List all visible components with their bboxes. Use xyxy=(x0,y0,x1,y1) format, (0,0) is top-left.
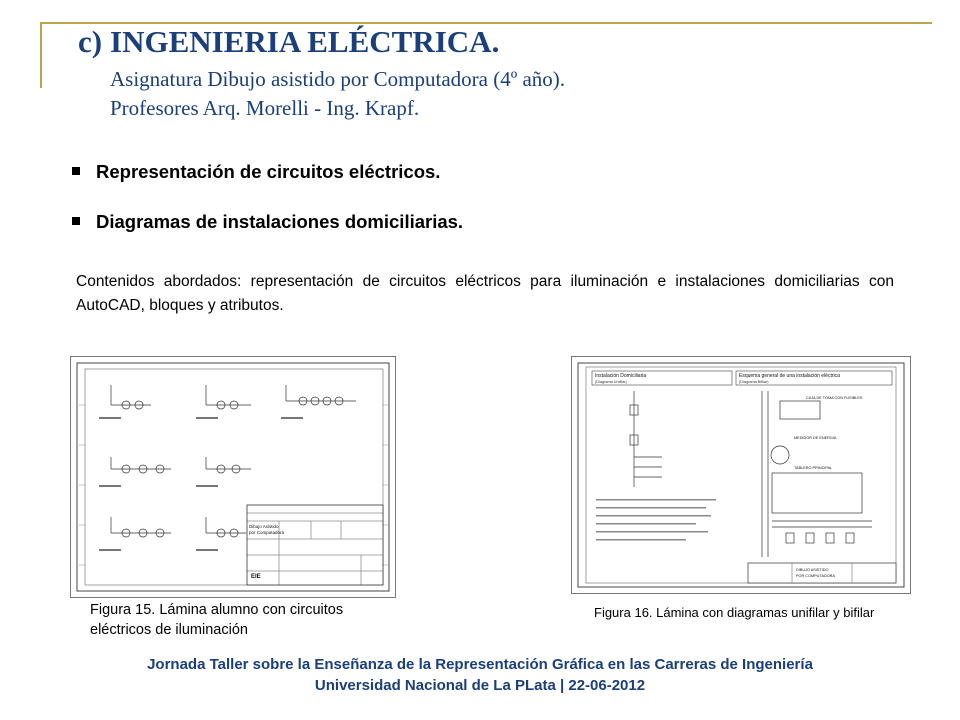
bullet-text: Representación de circuitos eléctricos. xyxy=(96,161,441,182)
sheet-label-line1: Dibujo Asistido xyxy=(249,524,279,529)
circuit-drawing-illustration xyxy=(71,357,395,597)
figure-15-caption: Figura 15. Lámina alumno con circuitos eléctricos de iluminación xyxy=(90,602,344,638)
slide-title xyxy=(78,24,499,60)
square-bullet-icon xyxy=(72,217,80,225)
bullet-text: Diagramas de instalaciones domiciliarias. xyxy=(96,211,464,232)
wiring-diagram-illustration xyxy=(572,357,910,593)
bifilar-title: Esquema general de una instalación eléctrica xyxy=(739,373,840,379)
footer-university-date: Universidad Nacional de La PLata | 22-06-2012 xyxy=(314,677,646,694)
sheet-id: EIE xyxy=(251,574,261,580)
bullet-item xyxy=(72,161,440,183)
label-caja-toma: CAJA DE TOMA CON FUSIBLES xyxy=(806,396,863,400)
figure-16-drawing-sheet xyxy=(571,356,911,594)
subtitle-course: Asignatura Dibujo asistido por Computadora (4º año). xyxy=(110,67,566,91)
unifilar-subtitle: (Diagrama Unifilar) xyxy=(595,380,627,384)
header-accent-rule-vertical xyxy=(40,22,42,88)
figure-15-drawing-sheet xyxy=(70,356,396,598)
label-medidor: MEDIDOR DE ENERGIA xyxy=(794,436,837,440)
subtitle-professors: Profesores Arq. Morelli - Ing. Krapf. xyxy=(110,96,420,120)
title-text: INGENIERIA ELÉCTRICA. xyxy=(110,24,500,59)
label-tablero: TABLERO PRINCIPAL xyxy=(794,466,833,470)
content-paragraph: Contenidos abordados: representación de circuitos eléctricos para iluminación e instalaciones domiciliarias con AutoCAD, bloques y atributos. xyxy=(76,273,894,314)
bullet-item xyxy=(72,211,463,233)
sheet-label-line1: DIBUJO ASISTIDO xyxy=(796,568,829,572)
footer-event-name: Jornada Taller sobre la Enseñanza de la Representación Gráfica en las Carreras de Ingeniería xyxy=(147,656,813,673)
sheet-label-line2: por Computadora xyxy=(249,530,285,535)
sheet-label-line2: POR COMPUTADORA xyxy=(796,574,835,578)
figure-16-caption: Figura 16. Lámina con diagramas unifilar y bifilar xyxy=(594,605,875,620)
unifilar-title: Instalación Domiciliaria xyxy=(595,373,647,379)
bifilar-subtitle: (Diagrama Bifilar) xyxy=(739,380,769,384)
square-bullet-icon xyxy=(72,167,80,175)
section-number: c) xyxy=(78,24,103,59)
